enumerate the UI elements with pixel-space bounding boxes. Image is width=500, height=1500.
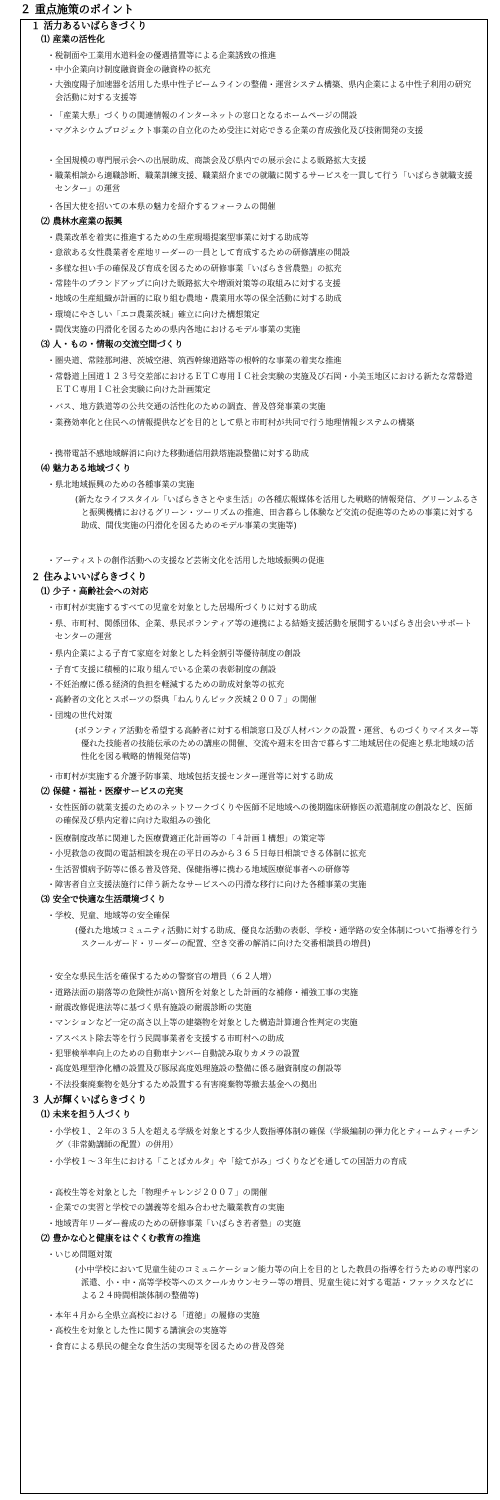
list-item: ・ 高度処理型浄化槽の設置及び豚尿高度処理施設の整備に係る融資制度の創設等 [47, 1063, 342, 1073]
list-item: ・ 本年４月から全県立高校における「道徳」の履修の実施 [47, 1310, 260, 1320]
subsection-heading: ⑴ 産業の活性化 [41, 35, 105, 45]
list-item: ・ 道路法面の崩落等の危険性が高い箇所を対象とした計画的な補修・補強工事の実施 [47, 987, 358, 997]
list-item: ・ 犯罪検挙率向上のための自動車ナンバー自動読み取りカメラの設置 [47, 1048, 300, 1058]
list-item: ・ 高校生等を対象とした「物理チャレンジ２００７」の開催 [47, 1187, 268, 1197]
list-item: ・ 業務効率化と住民への情報提供などを目的として県と市町村が共同で行う地理情報システムの構築 [47, 417, 415, 427]
list-item: ・ 県、市町村、関係団体、企業、県民ボランティア等の連携による結婚支援活動を展開するいばらき出会いサポートセンターの運営 [47, 618, 472, 642]
list-item: ・ 不妊治療に係る経済的負担を軽減するための助成対象等の拡充 [47, 679, 285, 689]
list-item: ・ 常磐道上国道１２３号交差部におけるＥＴＣ専用ＩＣ社会実験の実施及び石岡・小美玉地区における新たな常磐道ＥＴＣ専用ＩＣ社会実験に向けた計画策定 [47, 371, 473, 395]
subsection-heading: ⑷ 魅力ある地域づくり [41, 464, 131, 474]
list-item: ・ 障害者自立支援法施行に伴う新たなサービスへの円滑な移行に向けた各種事業の実施 [47, 879, 367, 889]
list-item: ・ 小学校１～３年生における「ことばカルタ」や「絵てがみ」づくりなどを通しての国語力の育成 [47, 1156, 407, 1166]
list-item: ・ 地域青年リーダー養成のための研修事業「いばらき若者塾」の実施 [47, 1218, 301, 1228]
list-item: ・ 職業相談から適職診断、職業訓練支援、職業紹介までの就職に関するサービスを一貫して行う「いばらき就職支援センター」の運営 [47, 170, 473, 194]
list-item: ・ 県内企業による子育て家庭を対象とした料金割引等優待制度の創設 [47, 648, 301, 658]
list-item: ・ 高齢者の文化とスポーツの祭典「ねんりんピック茨城２００７」の開催 [47, 694, 317, 704]
item-detail: (新たなライフスタイル「いばらきさとやま生活」の各種広報媒体を活用した戦略的情報発信、グリーンふるさと振興機構におけるグリーン・ツーリズムの推進、田舎暮らし体験など交流の促進等のための事業に対する助成、間伐実施の円滑化を図るためのモデル事業の実施等) [75, 494, 479, 531]
item-detail: (ボランティア活動を希望する高齢者に対する相談窓口及び人材バンクの設置・運営、ものづくりマイスター等優れた技能者の技能伝承のための講座の開催、交流や週末を田舎で暮らす二地域居住の促進と県北地域の活性化を図る戦略的情報発信等) [75, 725, 479, 762]
list-item: ・ バス、地方鉄道等の公共交通の活性化のための調査、普及啓発事業の実施 [47, 401, 326, 411]
list-item: ・ 高校生を対象とした性に関する講演会の実施等 [47, 1325, 227, 1335]
list-item: ・ 環境にやさしい「エコ農業茨城」確立に向けた構想策定 [47, 309, 260, 319]
subsection-heading: ⑶ 安全で快適な生活環境づくり [41, 895, 166, 905]
list-item: ・ 税制面や工業用水道料金の優遇措置等による企業誘致の推進 [47, 50, 277, 60]
list-item: ・ 小学校１、２年の３５人を超える学級を対象とする少人数指導体制の確保（学級編制の弾力化とティームティーチング（非常勤講師の配置）の併用） [47, 1126, 479, 1150]
list-item: ・ 圏央道、常陸那珂港、茨城空港、筑西幹線道路等の根幹的な事業の着実な推進 [47, 355, 342, 365]
subsection-heading: ⑵ 農林水産業の振興 [41, 217, 123, 227]
subsection-heading: ⑵ 保健・福祉・医療サービスの充実 [41, 787, 184, 797]
list-item: ・ 医療制度改革に関連した医療費適正化計画等の「４計画１構想」の策定等 [47, 833, 326, 843]
list-item: ・ 子育て支援に積極的に取り組んでいる企業の表彰制度の創設 [47, 664, 277, 674]
list-item: ・ 携帯電話不感地域解消に向けた移動通信用鉄塔施設整備に対する助成 [47, 448, 309, 458]
subsection-heading: ⑵ 豊かな心と健康をはぐくむ教育の推進 [41, 1234, 201, 1244]
list-item: ・ 学校、児童、地域等の安全確保 [47, 910, 170, 920]
list-item: ・ 間伐実施の円滑化を図るための県内各地におけるモデル事業の実施 [47, 324, 301, 334]
list-item: ・ 生活習慣病予防等に係る普及啓発、保健指導に携わる地域医療従事者への研修等 [47, 864, 350, 874]
list-item: ・ 農業改革を着実に推進するための生産現場提案型事業に対する助成等 [47, 232, 309, 242]
list-item: ・ 意欲ある女性農業者を産地リーダーの一員として育成するための研修講座の開設 [47, 247, 350, 257]
list-item: ・ 安全な県民生活を確保するための警察官の増員（６２人増） [47, 971, 277, 981]
list-item: ・ いじめ問題対策 [47, 1249, 113, 1259]
policy-points-box [20, 19, 488, 1494]
list-item: ・ 不法投棄廃棄物を処分するため設置する有害廃棄物等撤去基金への拠出 [47, 1079, 318, 1089]
list-item: ・ 小児救急の夜間の電話相談を現在の平日のみから３６５日毎日相談できる体制に拡充 [47, 848, 367, 858]
list-item: ・ 各国大使を招いての本県の魅力を紹介するフォーラムの開催 [47, 201, 276, 211]
list-item: ・ 多様な担い手の確保及び育成を図るための研修事業「いばらき営農塾」の拡充 [47, 263, 342, 273]
item-detail: (優れた地域コミュニティ活動に対する助成、優良な活動の表彰、学校・通学路の安全体制について指導を行うスクールガード・リーダーの配置、空き交番の解消に向けた交番相談員の増員) [75, 925, 479, 949]
page-title: ２ 重点施策のポイント [20, 3, 134, 16]
subsection-heading: ⑶ 人・もの・情報の交流空間づくり [41, 340, 184, 350]
list-item: ・ アスベスト除去等を行う民間事業者を支援する市町村への助成 [47, 1033, 284, 1043]
list-item: ・ 「産業大県」づくりの関連情報のインターネットの窓口となるホームページの開設 [47, 110, 358, 120]
list-item: ・ アーティストの創作活動への支援など芸術文化を活用した地域振興の促進 [47, 555, 325, 565]
section-heading: ３ 人が輝くいばらきづくり [31, 1095, 147, 1106]
list-item: ・ 常陸牛のブランドアップに向けた販路拡大や増頭対策等の取組みに対する支援 [47, 278, 341, 288]
list-item: ・ 企業での実習と学校での講義等を組み合わせた職業教育の実施 [47, 1202, 285, 1212]
list-item: ・ 団塊の世代対策 [47, 710, 113, 720]
item-detail: (小中学校において児童生徒のコミュニケーション能力等の向上を目的とした教員の指導を行うための専門家の派遣、小・中・高等学校等へのスクールカウンセラー等の増員、児童生徒に対する電話・ファックスなどによる２４時間相談体制の整備等) [75, 1264, 479, 1301]
list-item: ・ 耐震改修促進法等に基づく県有施設の耐震診断の実施 [47, 1002, 252, 1012]
list-item: ・ 全国規模の専門展示会への出展助成、商談会及び県内での展示会による販路拡大支援 [47, 155, 367, 165]
list-item: ・ 市町村が実施する介護予防事業、地域包括支援センター運営等に対する助成 [47, 771, 334, 781]
list-item: ・ 大強度陽子加速器を活用した県中性子ビームラインの整備・運営システム構築、県内企業による中性子利用の研究会活動に対する支援等 [47, 79, 472, 103]
list-item: ・ 食育による県民の健全な食生活の実現等を図るための普及啓発 [47, 1341, 285, 1351]
subsection-heading: ⑴ 少子・高齢社会への対応 [41, 587, 149, 597]
list-item: ・ 県北地域振興のための各種事業の実施 [47, 479, 195, 489]
section-heading: ２ 住みよいいばらきづくり [31, 572, 147, 583]
list-item: ・ 市町村が実施するすべての児童を対象とした居場所づくりに対する助成 [47, 602, 317, 612]
subsection-heading: ⑴ 未来を担う人づくり [41, 1110, 131, 1120]
list-item: ・ 地域の生産組織が計画的に取り組む農地・農業用水等の保全活動に対する助成 [47, 293, 342, 303]
section-heading: １ 活力あるいばらきづくり [31, 21, 147, 32]
list-item: ・ マグネシウムプロジェクト事業の自立化のため受注に対応できる企業の育成強化及び技術開発の支援 [47, 125, 424, 135]
list-item: ・ 女性医師の就業支援のためのネットワークづくりや医師不足地域への後期臨床研修医の派遣制度の創設など、医師の確保及び県内定着に向けた取組みの強化 [47, 802, 473, 826]
list-item: ・ マンションなど一定の高さ以上等の建築物を対象とした構造計算適合性判定の実施 [47, 1017, 358, 1027]
list-item: ・ 中小企業向け制度融資資金の融資枠の拡充 [47, 64, 211, 74]
